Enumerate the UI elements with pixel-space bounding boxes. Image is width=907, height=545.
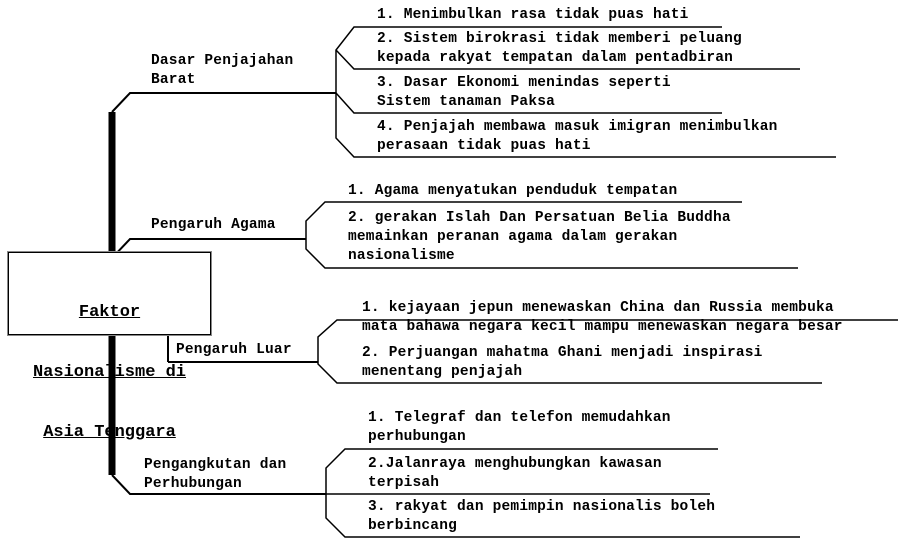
- central-title-line-1: Faktor: [78, 303, 141, 322]
- branch-3-item-1: 1. kejayaan jepun menewaskan China dan Russia membuka mata bahawa negara kecil mampu menewaskan negara besar: [362, 300, 843, 335]
- branch-4-item-3: 3. rakyat dan pemimpin nasionalis boleh berbincang: [368, 499, 716, 534]
- branch-1-item-1: 1. Menimbulkan rasa tidak puas hati: [377, 7, 689, 23]
- branch-2-item-1: 1. Agama menyatukan penduduk tempatan: [348, 183, 678, 199]
- branch-1-item-3: 3. Dasar Ekonomi menindas seperti Sistem tanaman Paksa: [377, 75, 671, 110]
- branch-1-item-4: 4. Penjajah membawa masuk imigran menimbulkan perasaan tidak puas hati: [377, 119, 778, 154]
- central-title-line-2: Nasionalisme di: [32, 363, 187, 382]
- branch-2-item-2: 2. gerakan Islah Dan Persatuan Belia Buddha memainkan peranan agama dalam gerakan nasionalisme: [348, 210, 731, 264]
- branch-1-item-2: 2. Sistem birokrasi tidak memberi peluang kepada rakyat tempatan dalam pentadbiran: [377, 31, 742, 66]
- branch-4-item-1: 1. Telegraf dan telefon memudahkan perhubungan: [368, 410, 671, 445]
- central-topic-title: [9, 263, 210, 483]
- branch-3-item-2: 2. Perjuangan mahatma Ghani menjadi inspirasi menentang penjajah: [362, 345, 763, 380]
- branch-1-connector: [112, 93, 336, 112]
- branch-label-pengaruh-luar[interactable]: Pengaruh Luar: [176, 342, 292, 358]
- branch-4-item-2: 2.Jalanraya menghubungkan kawasan terpisah: [368, 456, 662, 491]
- branch-label-dasar-penjajahan[interactable]: Dasar Penjajahan Barat: [151, 53, 294, 88]
- branch-label-pengaruh-agama[interactable]: Pengaruh Agama: [151, 217, 276, 233]
- central-title-line-3: Asia Tenggara: [43, 423, 176, 442]
- branch-label-pengangkutan[interactable]: Pengangkutan dan Perhubungan: [144, 457, 287, 492]
- central-topic-box[interactable]: [8, 252, 211, 442]
